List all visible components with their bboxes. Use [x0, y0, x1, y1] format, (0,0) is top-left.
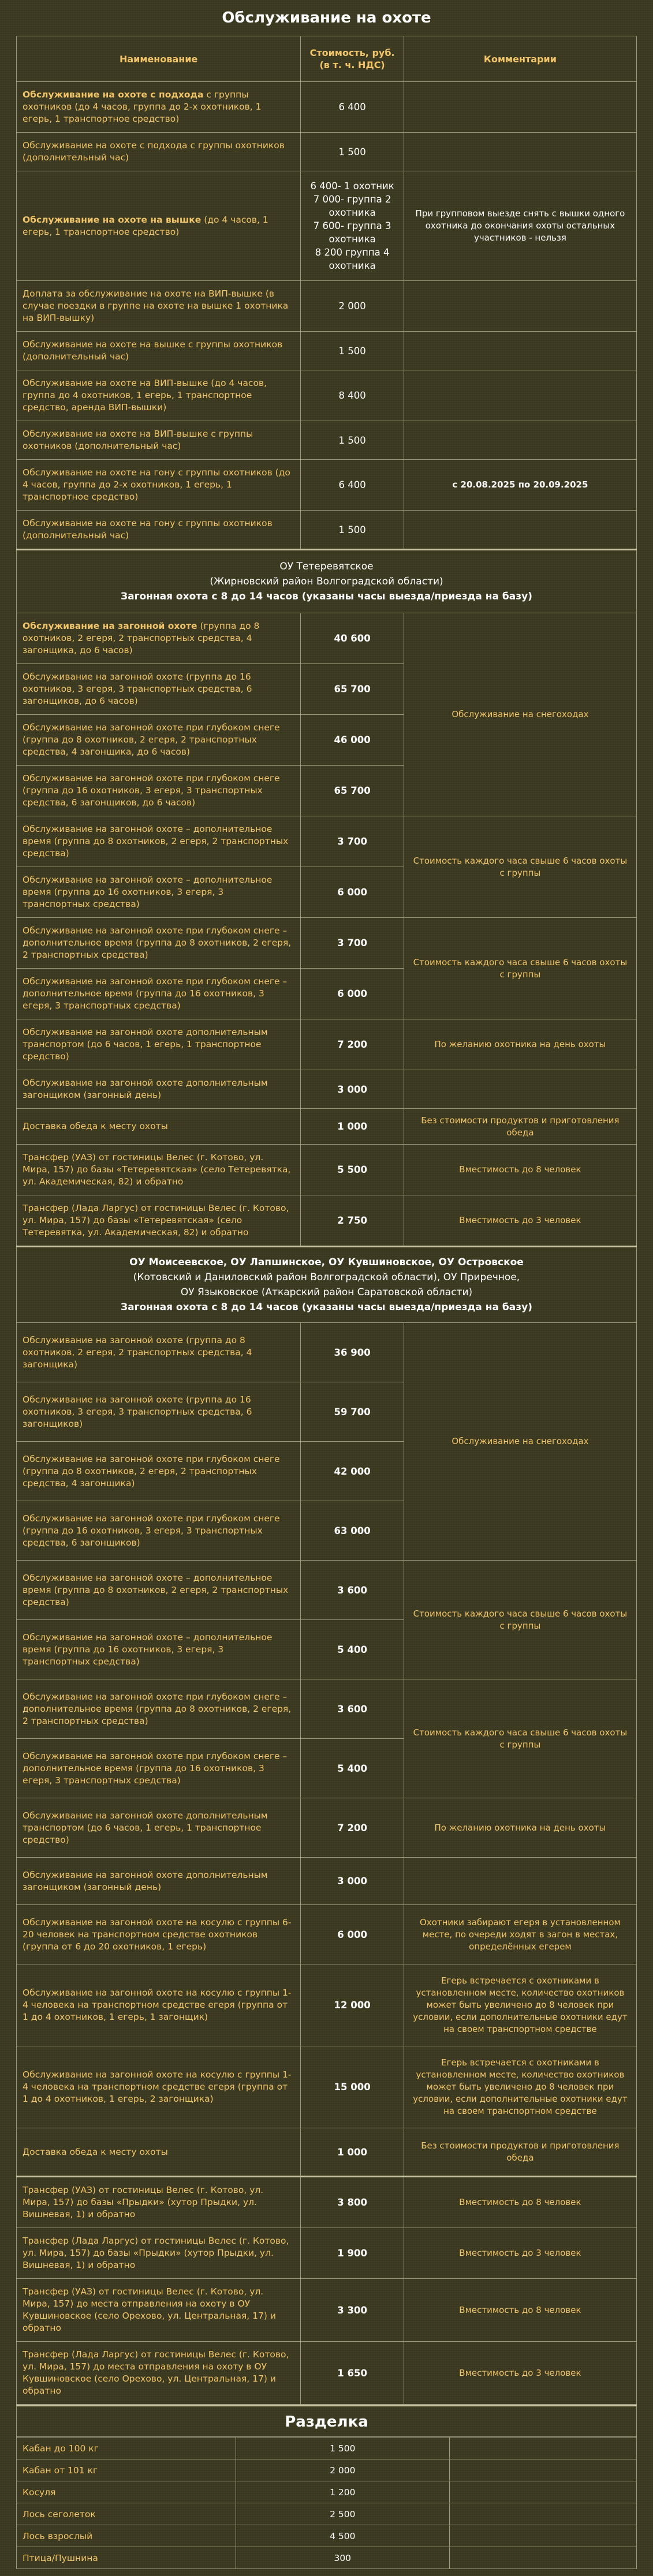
row-price: 63 000: [301, 1501, 404, 1561]
row-price: 59 700: [301, 1382, 404, 1442]
table-row: [17, 1905, 637, 1964]
row-name: Трансфер (Лада Ларгус) от гостиницы Велес (г. Котово, ул. Мира, 157) до места отправления на охоту в ОУ Кувшиновское (село Орехово, ул. Центральная, 17) и обратно: [17, 2342, 301, 2405]
row-price: 2 000: [301, 281, 404, 332]
table-row: [17, 613, 637, 664]
row-price: 1 000: [301, 1109, 404, 1145]
table-row: [17, 1858, 637, 1905]
row-price: 1 500: [301, 511, 404, 550]
table-row: [17, 421, 637, 460]
row-comment: [404, 332, 636, 370]
row-comment: Егерь встречается с охотниками в установленном месте, количество охотников может быть увеличено до 8 человек при условии, если дополнительные охотники едут на своем транспортном средстве: [404, 1964, 636, 2046]
row-comment: [404, 281, 636, 332]
row-name: Обслуживание на загонной охоте на косулю с группы 1-4 человека на транспортном средстве егеря (группа от 1 до 4 охотников, 1 егерь, 1 загонщик): [17, 1964, 301, 2046]
row-name: Обслуживание на загонной охоте – дополнительное время (группа до 16 охотников, 3 егеря, 3 транспортных средства): [17, 1620, 301, 1679]
cutting-empty: [449, 2459, 636, 2481]
table-row: [17, 1323, 637, 1382]
cutting-name: Кабан до 100 кг: [17, 2438, 236, 2459]
row-name: Обслуживание на загонной охоте при глубоком снеге (группа до 16 охотников, 3 егеря, 3 транспортных средства, 6 загонщиков): [17, 1501, 301, 1561]
row-comment: [404, 1858, 636, 1905]
row-comment: Вместимость до 3 человек: [404, 2228, 636, 2279]
row-comment: [404, 421, 636, 460]
cutting-empty: [449, 2503, 636, 2525]
row-name: Обслуживание на загонной охоте при глубоком снеге – дополнительное время (группа до 16 охотников, 3 егеря, 3 транспортных средства): [17, 969, 301, 1019]
row-name: Трансфер (УАЗ) от гостиницы Велес (г. Котово, ул. Мира, 157) до места отправления на охоту в ОУ Кувшиновское (село Орехово, ул. Центральная, 17) и обратно: [17, 2279, 301, 2342]
row-price: 5 400: [301, 1739, 404, 1798]
table-header: [17, 36, 637, 82]
row-comment: Охотники забирают егеря в установленном месте, по очереди ходят в загон в местах, определённых егерем: [404, 1905, 636, 1964]
cutting-row: [17, 2438, 637, 2459]
cutting-table: [16, 2437, 637, 2569]
table-row: [17, 1109, 637, 1145]
row-name: Обслуживание на загонной охоте при глубоком снеге (группа до 16 охотников, 3 егеря, 3 транспортных средства, 6 загонщиков, до 6 часов): [17, 766, 301, 816]
row-name: Обслуживание на охоте на гону с группы охотников (дополнительный час): [17, 511, 301, 550]
section-header-moiseevskoe: [17, 1247, 637, 1323]
table-row: [17, 816, 637, 867]
row-comment: Вместимость до 8 человек: [404, 2279, 636, 2342]
row-name: Обслуживание на загонной охоте при глубоком снеге (группа до 8 охотников, 2 егеря, 2 транспортных средства, 4 загонщика, до 6 часов): [17, 715, 301, 766]
row-comment: [404, 82, 636, 133]
header-name: Наименование: [17, 36, 301, 82]
row-price: 12 000: [301, 1964, 404, 2046]
table-row: [17, 332, 637, 370]
cutting-empty: [449, 2525, 636, 2547]
table-row: [17, 2342, 637, 2405]
row-comment: Стоимость каждого часа свыше 6 часов охоты с группы: [404, 1561, 636, 1679]
row-name: Обслуживание на охоте с подхода с группы охотников (дополнительный час): [17, 133, 301, 171]
row-comment: По желанию охотника на день охоты: [404, 1019, 636, 1070]
table-row: [17, 370, 637, 421]
row-comment: с 20.08.2025 по 20.09.2025: [404, 460, 636, 511]
cutting-row: [17, 2525, 637, 2547]
row-name: Обслуживание на загонной охоте на косулю с группы 1-4 человека на транспортном средстве егеря (группа от 1 до 4 охотников, 1 егерь, 2 загонщика): [17, 2046, 301, 2128]
row-comment: Без стоимости продуктов и приготовления обеда: [404, 2128, 636, 2177]
section-title: ОУ Моисеевское, ОУ Лапшинское, ОУ Кувшиновское, ОУ Островское: [129, 1257, 524, 1268]
header-comment: Комментарии: [404, 36, 636, 82]
table-row: [17, 460, 637, 511]
row-name: Трансфер (УАЗ) от гостиницы Велес (г. Котово, ул. Мира, 157) до базы «Прыдки» (хутор Прыдки, ул. Вишневая, 1) и обратно: [17, 2177, 301, 2228]
price-table: [16, 36, 637, 2405]
row-price: 5 400: [301, 1620, 404, 1679]
row-price: 1 650: [301, 2342, 404, 2405]
row-price: 3 700: [301, 816, 404, 867]
cutting-name: Лось сеголеток: [17, 2503, 236, 2525]
row-price: 7 200: [301, 1798, 404, 1858]
row-comment: Стоимость каждого часа свыше 6 часов охоты с группы: [404, 816, 636, 918]
row-comment: По желанию охотника на день охоты: [404, 1798, 636, 1858]
section-region: (Жирновский район Волгоградской области): [210, 576, 443, 587]
row-price: 7 200: [301, 1019, 404, 1070]
row-name: Обслуживание на загонной охоте (группа до 16 охотников, 3 егеря, 3 транспортных средства, 6 загонщиков, до 6 часов): [17, 664, 301, 715]
table-row: [17, 2177, 637, 2228]
row-name: Обслуживание на загонной охоте – дополнительное время (группа до 8 охотников, 2 егеря, 2 транспортных средства): [17, 816, 301, 867]
row-comment: Вместимость до 3 человек: [404, 2342, 636, 2405]
row-price: 36 900: [301, 1323, 404, 1382]
row-price: 65 700: [301, 766, 404, 816]
row-name: Обслуживание на загонной охоте при глубоком снеге – дополнительное время (группа до 16 охотников, 3 егеря, 3 транспортных средства): [17, 1739, 301, 1798]
section-header-tetereviatskoe: [17, 550, 637, 613]
row-price: 3 600: [301, 1561, 404, 1620]
row-name: Обслуживание на загонной охоте (группа до 16 охотников, 3 егеря, 3 транспортных средства, 6 загонщиков): [17, 1382, 301, 1442]
row-price: 6 000: [301, 969, 404, 1019]
row-name: Доставка обеда к месту охоты: [17, 1109, 301, 1145]
row-name: Обслуживание на охоте на ВИП-вышке с группы охотников (дополнительный час): [17, 421, 301, 460]
section-subtitle: Загонная охота с 8 до 14 часов (указаны часы выезда/приезда на базу): [121, 1302, 532, 1313]
cutting-row: [17, 2503, 637, 2525]
cutting-name: Косуля: [17, 2481, 236, 2503]
row-name: Обслуживание на загонной охоте (группа до 8 охотников, 2 егеря, 2 транспортных средства, 4 загонщика, до 6 часов): [17, 613, 301, 664]
row-comment: [404, 133, 636, 171]
section-region: (Котовский и Даниловский район Волгоградской области), ОУ Приречное,: [133, 1272, 520, 1283]
row-comment: Стоимость каждого часа свыше 6 часов охоты с группы: [404, 918, 636, 1019]
table-row: [17, 1195, 637, 1247]
table-row: [17, 2279, 637, 2342]
row-price: 40 600: [301, 613, 404, 664]
row-name: Обслуживание на загонной охоте дополнительным загонщиком (загонный день): [17, 1070, 301, 1109]
row-name: Обслуживание на загонной охоте – дополнительное время (группа до 8 охотников, 2 егеря, 2 транспортных средства): [17, 1561, 301, 1620]
cutting-empty: [449, 2438, 636, 2459]
cutting-price: 1 200: [236, 2481, 449, 2503]
row-price: 15 000: [301, 2046, 404, 2128]
table-row: [17, 82, 637, 133]
table-row: [17, 1145, 637, 1195]
cutting-name: Птица/Пушнина: [17, 2547, 236, 2569]
row-price: 65 700: [301, 664, 404, 715]
row-comment: Вместимость до 3 человек: [404, 1195, 636, 1247]
cutting-price: 1 500: [236, 2438, 449, 2459]
table-row: [17, 918, 637, 969]
table-row: [17, 1798, 637, 1858]
row-name: Доставка обеда к месту охоты: [17, 2128, 301, 2177]
cutting-price: 2 500: [236, 2503, 449, 2525]
row-name: Обслуживание на охоте с подхода с группы охотников (до 4 часов, группа до 2-х охотников, 1 егерь, 1 транспортное средство): [17, 82, 301, 133]
row-name: Обслуживание на загонной охоте дополнительным транспортом (до 6 часов, 1 егерь, 1 транспортное средство): [17, 1019, 301, 1070]
row-price: 46 000: [301, 715, 404, 766]
row-price: 8 400: [301, 370, 404, 421]
section-region-2: ОУ Языковское (Аткарский район Саратовской области): [180, 1287, 473, 1298]
cutting-row: [17, 2481, 637, 2503]
row-name: Обслуживание на охоте на вышке с группы охотников (дополнительный час): [17, 332, 301, 370]
page-title: Обслуживание на охоте: [222, 9, 431, 27]
row-price: 1 000: [301, 2128, 404, 2177]
row-price: 3 600: [301, 1679, 404, 1739]
row-price: 6 000: [301, 867, 404, 918]
row-name: Обслуживание на загонной охоте при глубоком снеге – дополнительное время (группа до 8 охотников, 2 егеря, 2 транспортных средства): [17, 918, 301, 969]
cutting-price: 300: [236, 2547, 449, 2569]
row-name: Обслуживание на загонной охоте дополнительным загонщиком (загонный день): [17, 1858, 301, 1905]
table-row: [17, 133, 637, 171]
row-price: 3 800: [301, 2177, 404, 2228]
row-price: 5 500: [301, 1145, 404, 1195]
table-row: [17, 1561, 637, 1620]
cutting-name: Кабан от 101 кг: [17, 2459, 236, 2481]
row-price: 3 300: [301, 2279, 404, 2342]
row-comment: Вместимость до 8 человек: [404, 1145, 636, 1195]
row-comment: Егерь встречается с охотниками в установленном месте, количество охотников может быть увеличено до 8 человек при условии, если дополнительные охотники едут на своем транспортном средстве: [404, 2046, 636, 2128]
row-name: Трансфер (УАЗ) от гостиницы Велес (г. Котово, ул. Мира, 157) до базы «Тетеревятская» (село Тетеревятка, ул. Академическая, 82) и обратно: [17, 1145, 301, 1195]
cutting-price: 2 000: [236, 2459, 449, 2481]
row-price-lines: 6 400- 1 охотник 7 000- группа 2 охотника 7 600- группа 3 охотника 8 200 группа 4 охотника: [301, 171, 404, 281]
row-comment: Обслуживание на снегоходах: [404, 613, 636, 816]
row-price: 6 400: [301, 82, 404, 133]
cutting-empty: [449, 2547, 636, 2569]
row-name: Обслуживание на загонной охоте (группа до 8 охотников, 2 егеря, 2 транспортных средства, 4 загонщика): [17, 1323, 301, 1382]
row-name: Трансфер (Лада Ларгус) от гостиницы Велес (г. Котово, ул. Мира, 157) до базы «Тетеревятская» (село Тетеревятка, ул. Академическая, 82) и обратно: [17, 1195, 301, 1247]
table-row: [17, 2128, 637, 2177]
row-price: 1 900: [301, 2228, 404, 2279]
row-name: Обслуживание на загонной охоте при глубоком снеге (группа до 8 охотников, 2 егеря, 2 транспортных средства, 4 загонщика): [17, 1442, 301, 1501]
table-row: [17, 1070, 637, 1109]
row-comment: Вместимость до 8 человек: [404, 2177, 636, 2228]
cutting-price: 4 500: [236, 2525, 449, 2547]
header-price: Стоимость, руб. (в т. ч. НДС): [301, 36, 404, 82]
table-row: [17, 281, 637, 332]
row-name: Обслуживание на загонной охоте на косулю с группы 6-20 человек на транспортном средстве охотников (группа от 6 до 20 охотников, 1 егерь): [17, 1905, 301, 1964]
table-row: [17, 1019, 637, 1070]
row-name: Обслуживание на охоте на ВИП-вышке (до 4 часов, группа до 4 охотников, 1 егерь, 1 транспортное средство, аренда ВИП-вышки): [17, 370, 301, 421]
row-name: Обслуживание на загонной охоте при глубоком снеге – дополнительное время (группа до 8 охотников, 2 егеря, 2 транспортных средства): [17, 1679, 301, 1739]
row-comment: Стоимость каждого часа свыше 6 часов охоты с группы: [404, 1679, 636, 1798]
cutting-name: Лось взрослый: [17, 2525, 236, 2547]
row-name: Обслуживание на охоте на гону с группы охотников (до 4 часов, группа до 2-х охотников, 1 егерь, 1 транспортное средство): [17, 460, 301, 511]
row-price: 6 400: [301, 460, 404, 511]
table-row: [17, 1964, 637, 2046]
row-comment: [404, 511, 636, 550]
row-price: 42 000: [301, 1442, 404, 1501]
cutting-empty: [449, 2481, 636, 2503]
table-row: [17, 1679, 637, 1739]
row-comment: [404, 1070, 636, 1109]
row-name: Обслуживание на загонной охоте – дополнительное время (группа до 16 охотников, 3 егеря, 3 транспортных средства): [17, 867, 301, 918]
row-name: Обслуживание на загонной охоте дополнительным транспортом (до 6 часов, 1 егерь, 1 транспортное средство): [17, 1798, 301, 1858]
table-row: [17, 2228, 637, 2279]
row-price: 3 000: [301, 1858, 404, 1905]
row-name: Трансфер (Лада Ларгус) от гостиницы Велес (г. Котово, ул. Мира, 157) до базы «Прыдки» (хутор Прыдки, ул. Вишневая, 1) и обратно: [17, 2228, 301, 2279]
row-price: 2 750: [301, 1195, 404, 1247]
cutting-row: [17, 2547, 637, 2569]
row-comment: При групповом выезде снять с вышки одного охотника до окончания охоты остальных участников - нельзя: [404, 171, 636, 281]
row-comment: [404, 370, 636, 421]
row-price: 3 700: [301, 918, 404, 969]
row-price: 1 500: [301, 133, 404, 171]
row-name: Обслуживание на охоте на вышке (до 4 часов, 1 егерь, 1 транспортное средство): [17, 171, 301, 281]
row-price: 1 500: [301, 421, 404, 460]
table-row: [17, 2046, 637, 2128]
row-comment: Без стоимости продуктов и приготовления обеда: [404, 1109, 636, 1145]
table-row: [17, 511, 637, 550]
section-subtitle: Загонная охота с 8 до 14 часов (указаны часы выезда/приезда на базу): [121, 591, 532, 602]
row-price: 6 000: [301, 1905, 404, 1964]
cutting-title: Разделка: [16, 2405, 637, 2437]
section-title: ОУ Тетеревятское: [279, 561, 374, 572]
table-row: [17, 171, 637, 281]
row-price: 3 000: [301, 1070, 404, 1109]
cutting-row: [17, 2459, 637, 2481]
row-comment: Обслуживание на снегоходах: [404, 1323, 636, 1561]
row-price: 1 500: [301, 332, 404, 370]
row-name: Доплата за обслуживание на охоте на ВИП-вышке (в случае поездки в группе на охоте на вышке 1 охотника на ВИП-вышку): [17, 281, 301, 332]
